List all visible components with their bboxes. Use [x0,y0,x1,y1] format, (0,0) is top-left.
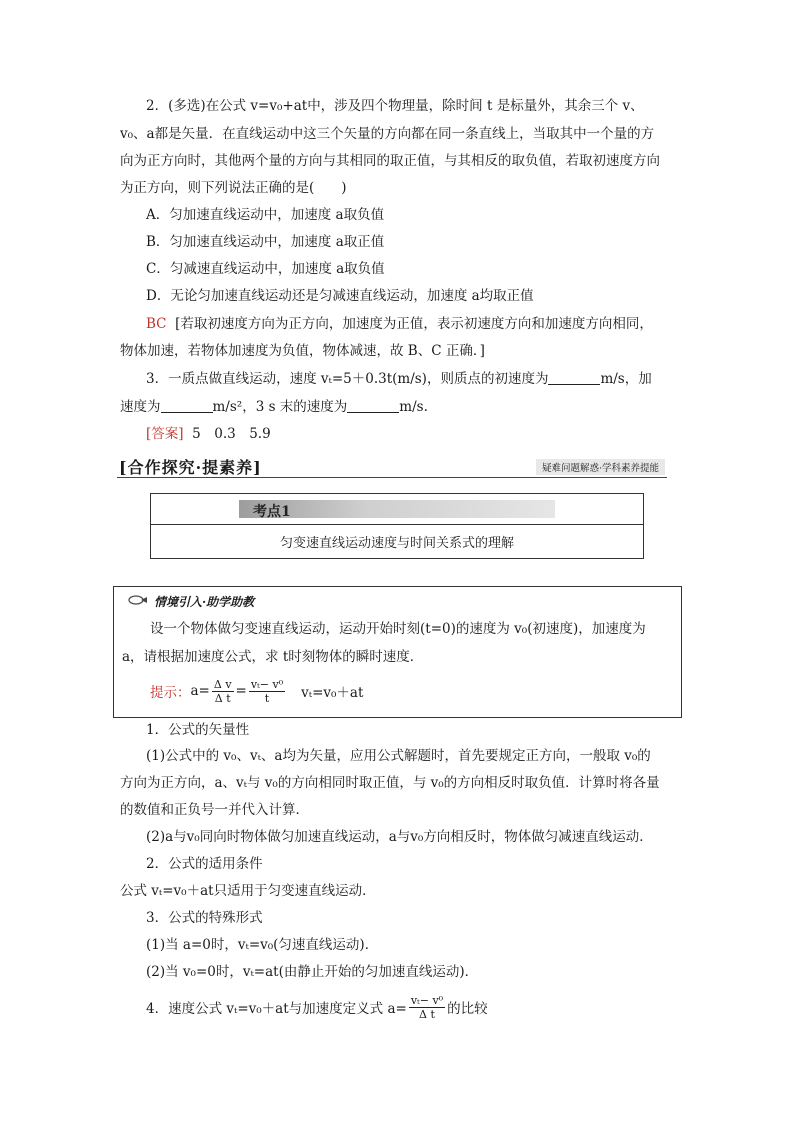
hint-a: a= [190,683,210,699]
kaodian-divider [151,524,643,525]
context-hint [150,675,363,707]
q2-text: 2．(多选)在公式 [146,98,251,114]
section-subtitle: 疑难问题解惑·学科素养提能 [536,459,665,475]
hint-formula: vₜ=v₀＋at [301,685,364,701]
q3-blank-1 [548,372,600,385]
context-box [113,586,682,718]
section-title: [合作探究·提素养] [119,458,262,477]
para-1-3: 的数值和正负号一并代入计算． [120,802,309,818]
s4-denominator: Δ t [419,1007,435,1021]
q3-answer-values: 5 0.3 5.9 [192,426,271,442]
q2-formula: v=v₀+at [250,98,308,114]
q3-blank-3 [347,400,399,413]
hint-f1-denominator: Δ t [214,691,231,705]
q2-option-b: B．匀加速直线运动中，加速度 a取正值 [146,234,385,250]
q2-answer-key: BC [146,316,167,332]
kaodian-box [150,493,644,559]
q2-line-1 [146,96,644,116]
heading-1: 1．公式的矢量性 [146,722,250,738]
q2-option-d: D．无论匀加速直线运动还是匀减速直线运动，加速度 a均取正值 [146,288,534,304]
q3-text-3: m/s²，3 s 末的速度为 [212,399,348,415]
para-2: 公式 vₜ=v₀＋at只适用于匀变速直线运动． [120,883,376,899]
kaodian-tab [239,500,555,518]
q3-blank-2 [161,400,213,413]
context-heading: 情境引入·助学助教 [154,595,255,609]
q2-explanation-1 [146,314,653,334]
q2-line-2: v₀、a都是矢量．在直线运动中这三个矢量的方向都在同一条直线上，当取其中一个量的方 [120,126,655,142]
q2-text-cont: 中，涉及四个物理量，除时间 t 是标量外，其余三个 v、 [307,98,644,114]
hint-label: 提示： [150,685,191,701]
kaodian-label: 考点1 [253,504,291,520]
heading-2: 2．公式的适用条件 [146,856,263,872]
q2-explanation-2: 物体加速，若物体加速度为负值，物体减速，故 B、C 正确．] [120,343,485,359]
section-header [117,455,667,478]
q2-option-a: A．匀加速直线运动中，加速度 a取负值 [146,207,385,223]
q2-line-4: 为正方向，则下列说法正确的是( ) [120,180,347,196]
context-line-1: 设一个物体做匀变速直线运动，运动开始时刻(t=0)的速度为 v₀(初速度)，加速度为 [150,621,646,637]
hint-f2-numerator: vₜ− v⁰ [250,677,284,691]
kaodian-title: 匀变速直线运动速度与时间关系式的理解 [279,536,514,551]
heading-4-text: 4．速度公式 vₜ=v₀＋at与加速度定义式 a= [146,1001,407,1017]
q3-line-1 [146,369,652,389]
q2-option-c: C．匀减速直线运动中，加速度 a取负值 [146,261,385,277]
q3-text-unit: m/s，加 [600,371,652,387]
para-1-1: (1)公式中的 v₀、vₜ、a均为矢量，应用公式解题时，首先要规定正方向，一般取 v₀的 [146,748,651,764]
hint-fraction-1 [212,678,234,705]
q3-text: 3．一质点做直线运动，速度 vₜ=5＋0.3t(m/s)，则质点的初速度为 [146,371,549,387]
s4-fraction [409,994,445,1021]
hint-equals: = [235,683,247,699]
q3-answer [146,424,271,444]
hint-fraction-2 [249,678,285,705]
hint-f2-denominator: t [264,691,270,705]
q3-line-2 [120,397,428,417]
heading-3: 3．公式的特殊形式 [146,910,263,926]
heading-4 [146,990,488,1024]
q3-text-4: m/s. [399,399,428,415]
para-1-4: (2)a与v₀同向时物体做匀加速直线运动，a与v₀方向相反时，物体做匀减速直线运动． [146,829,653,845]
s4-numerator: vₜ− v⁰ [410,993,444,1007]
q3-answer-label: [答案] [146,426,184,442]
para-3-2: (2)当 v₀=0时，vₜ=at(由静止开始的匀加速直线运动)． [146,964,479,980]
para-3-1: (1)当 a=0时，vₜ=v₀(匀速直线运动)． [146,937,379,953]
q2-line-3: 向为正方向时，其他两个量的方向与其相同的取正值，与其相反的取负值，若取初速度方向 [120,153,660,169]
heading-4-tail: 的比较 [447,1001,488,1017]
hint-f1-numerator: Δ v [213,677,232,691]
q3-text-2: 速度为 [120,399,161,415]
q2-explanation-text: [若取初速度方向为正方向，加速度为正值，表示初速度方向和加速度方向相同， [175,316,653,332]
context-line-2: a，请根据加速度公式，求 t时刻物体的瞬时速度． [122,649,424,665]
para-1-2: 方向为正方向，a、vₜ与 v₀的方向相同时取正值，与 v₀的方向相反时取负值．计算时将各量 [120,775,660,791]
context-icon [128,594,148,606]
